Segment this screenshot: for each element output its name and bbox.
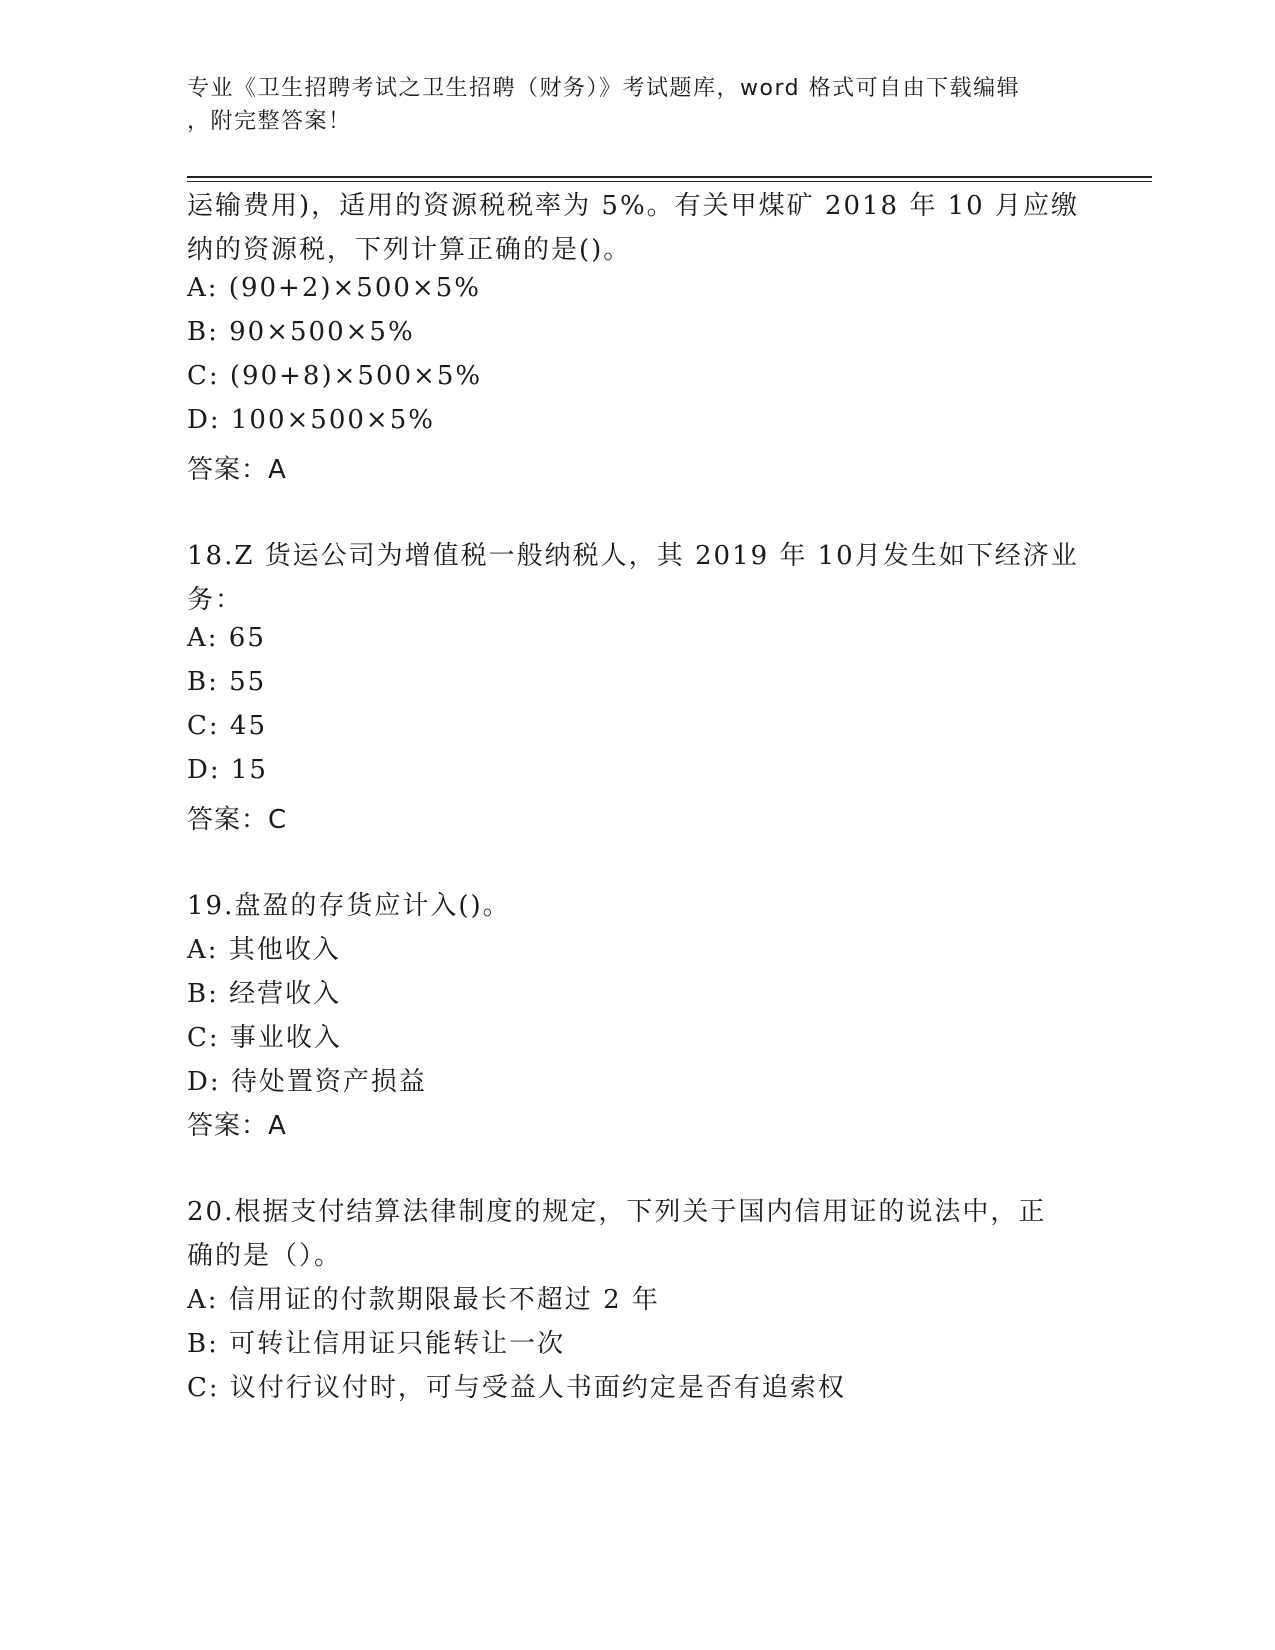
q19-option-a: A: 其他收入	[187, 935, 341, 965]
document-header	[187, 72, 1067, 138]
q17-text-line-1: 运输费用)，适用的资源税税率为 5%。有关甲煤矿 2018 年 10 月应缴	[187, 191, 1079, 221]
q19-option-d: D: 待处置资产损益	[187, 1067, 427, 1097]
header-divider-thick	[187, 176, 1152, 178]
q17-option-c: C: (90+8)×500×5%	[187, 361, 483, 391]
q19-text-line-1: 19.盘盈的存货应计入()。	[187, 891, 511, 921]
q20-text-line-1: 20.根据支付结算法律制度的规定，下列关于国内信用证的说法中，正	[187, 1197, 1047, 1227]
q17-answer: 答案：A	[187, 455, 287, 485]
header-line-2: ，附完整答案！	[187, 109, 352, 134]
q17-option-a: A: (90+2)×500×5%	[187, 273, 481, 303]
q17-text-line-2: 纳的资源税，下列计算正确的是()。	[187, 235, 632, 265]
header-line-1: 专业《卫生招聘考试之卫生招聘（财务）》考试题库，word 格式可自由下载编辑	[187, 76, 1021, 101]
header-divider-thin	[187, 181, 1152, 182]
q20-option-a: A: 信用证的付款期限最长不超过 2 年	[187, 1285, 660, 1315]
q18-option-a: A: 65	[187, 623, 266, 653]
q18-option-d: D: 15	[187, 755, 268, 785]
q20-option-b: B: 可转让信用证只能转让一次	[187, 1329, 566, 1359]
q20-text-line-2: 确的是（）。	[187, 1241, 343, 1271]
q19-option-b: B: 经营收入	[187, 979, 342, 1009]
q18-answer: 答案：C	[187, 805, 288, 835]
q17-option-b: B: 90×500×5%	[187, 317, 415, 347]
q19-option-c: C: 事业收入	[187, 1023, 342, 1053]
q18-option-c: C: 45	[187, 711, 268, 741]
q17-option-d: D: 100×500×5%	[187, 405, 435, 435]
q20-option-c: C: 议付行议付时，可与受益人书面约定是否有追索权	[187, 1373, 846, 1403]
q19-answer: 答案：A	[187, 1111, 287, 1141]
q18-option-b: B: 55	[187, 667, 267, 697]
q18-text-line-1: 18.Z 货运公司为增值税一般纳税人，其 2019 年 10月发生如下经济业	[187, 541, 1079, 571]
q18-text-line-2: 务：	[187, 585, 244, 615]
